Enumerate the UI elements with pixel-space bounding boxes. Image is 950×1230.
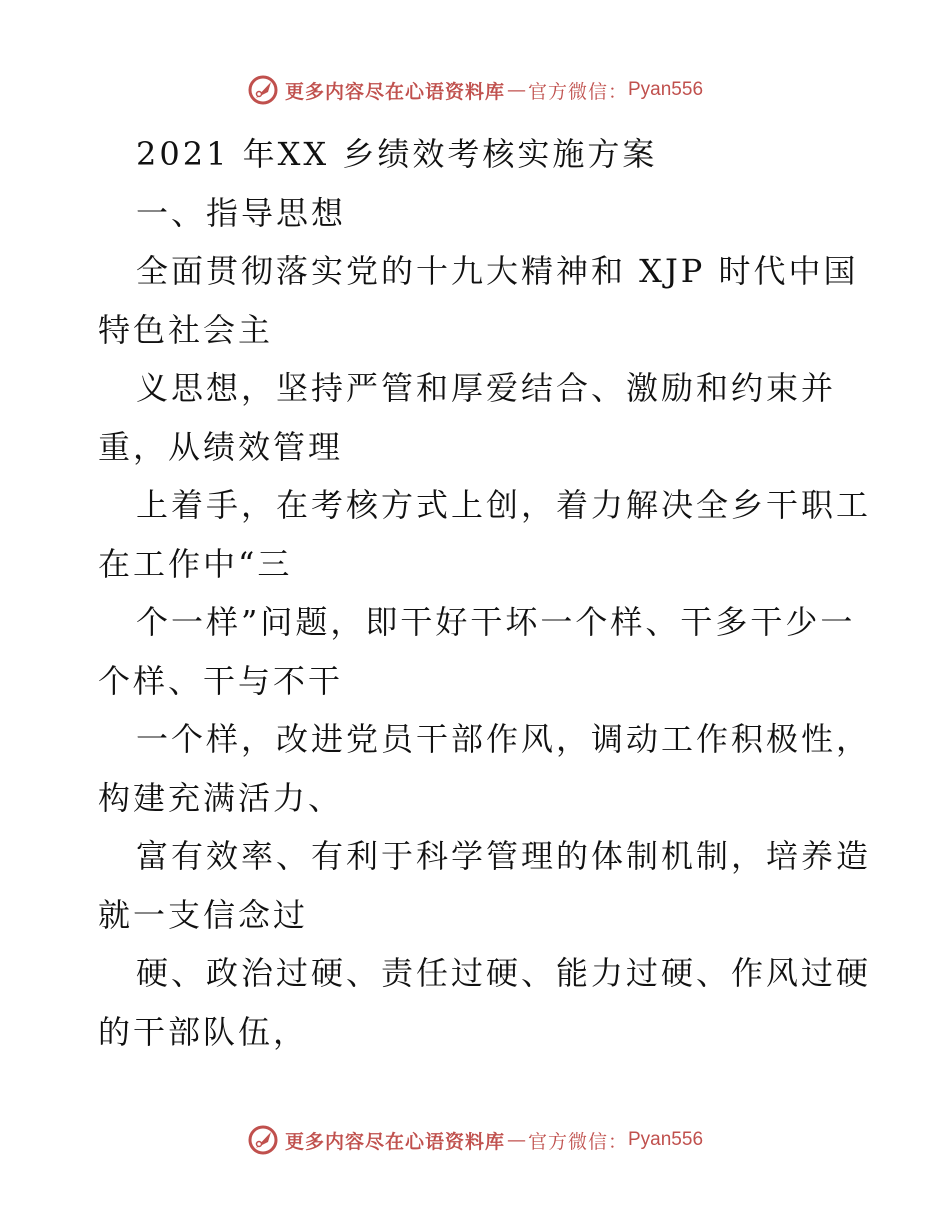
- banner-wechat-label: 官方微信：: [527, 1130, 628, 1153]
- banner-wechat-id: Pyan556: [628, 79, 704, 100]
- paragraph-line: 一个样，改进党员干部作风，调动工作积极性，: [136, 720, 872, 758]
- footer-watermark-banner: [0, 1122, 950, 1158]
- paragraph-line: 个一样”问题，即干好干坏一个样、干多干少一: [136, 603, 856, 641]
- banner-wechat-id: Pyan556: [628, 1129, 704, 1150]
- section-heading: 一、指导思想: [136, 193, 347, 232]
- paragraph-line: 构建充满活力、: [98, 778, 344, 817]
- header-watermark-banner: [0, 72, 950, 108]
- document-title: 2021 年XX 乡绩效考核实施方案: [136, 135, 658, 173]
- paragraph-line: 特色社会主: [98, 310, 274, 349]
- paragraph-line: 硬、政治过硬、责任过硬、能力过硬、作风过硬: [136, 954, 872, 992]
- banner-dash: —: [506, 1129, 526, 1151]
- quill-logo-icon: [247, 1124, 279, 1156]
- paragraph-line: 全面贯彻落实党的十九大精神和 XJP 时代中国: [136, 252, 859, 290]
- paragraph-line: 在工作中“三: [98, 544, 293, 583]
- banner-wechat-label: 官方微信：: [527, 80, 628, 103]
- paragraph-line: 个样、干与不干: [98, 661, 344, 700]
- paragraph-line: 就一支信念过: [98, 895, 309, 934]
- quill-logo-icon: [247, 74, 279, 106]
- paragraph-line: 的干部队伍，: [98, 1012, 309, 1051]
- banner-text: 更多内容尽在心语资料库: [284, 1130, 505, 1153]
- banner-dash: —: [506, 79, 526, 101]
- banner-text: 更多内容尽在心语资料库: [284, 80, 505, 103]
- paragraph-line: 富有效率、有利于科学管理的体制机制，培养造: [136, 837, 872, 875]
- paragraph-line: 重，从绩效管理: [98, 427, 344, 466]
- paragraph-line: 上着手，在考核方式上创，着力解决全乡干职工: [136, 486, 872, 524]
- document-body: [98, 125, 872, 1061]
- paragraph-line: 义思想，坚持严管和厚爱结合、激励和约束并: [136, 369, 837, 407]
